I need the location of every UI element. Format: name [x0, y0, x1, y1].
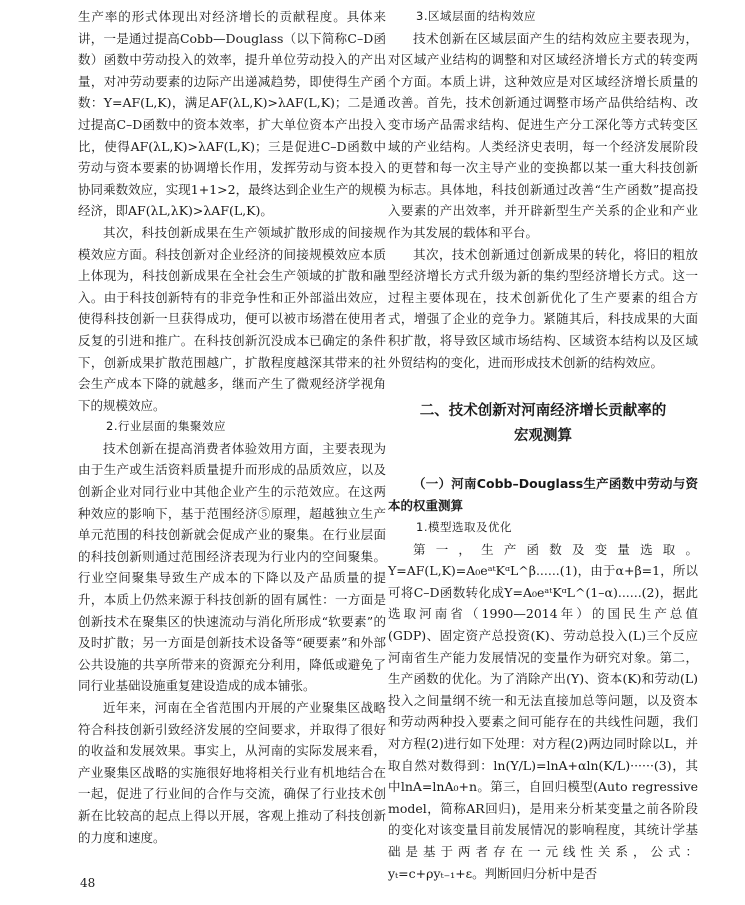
subsection-title: （一）河南Cobb–Douglass生产函数中劳动与资本的权重测算 — [388, 476, 698, 514]
subheading: 3.区域层面的结构效应 — [416, 9, 536, 23]
section-title-line: 二、技术创新对河南经济增长贡献率的 — [419, 403, 667, 420]
body-paragraph: 技术创新在提高消费者体验效用方面，主要表现为由于生产或生活资料质量提升而形成的品质效应，以及创新企业对同行业中其他企业产生的示范效应。在这两种效应的影响下，基于范围经济⑤原理，超越独立生产单元范围的科技创新就会促成产业的聚集。在行业层面的科技创新则通过范围经济表现为行业内的空间聚集。行业空间聚集导致生产成本的下降以及产品质量的提升，本质上仍然来源于科技创新的固有属性：一方面是创新技术在聚集区的快速流动与消化所形成“软要素”的及时扩散；另一方面是创新技术设备等“硬要素”和外部公共设施的共享所带来的资源充分利用，降低或避免了同行业基础设施重复建设造成的成本铺张。 — [78, 440, 386, 694]
page-number: 48 — [80, 876, 96, 890]
body-paragraph: 其次，技术创新通过创新成果的转化，将旧的粗放型经济增长方式升级为新的集约型经济增长方式。这一过程主要体现在，技术创新优化了生产要素的组合方式，增强了企业的竞争力。紧随其后，科技成果的大面积扩散，将导致区域市场结构、区域资本结构以及区域外贸结构的变化，进而形成技术创新的结构效应。 — [388, 246, 698, 370]
section-title — [388, 399, 698, 449]
subheading: 2.行业层面的集聚效应 — [106, 419, 226, 434]
right-column — [388, 6, 698, 884]
subheading: 1.模型选取及优化 — [416, 520, 512, 535]
body-paragraph: 其次，科技创新成果在生产领域扩散形成的间接规模效应方面。科技创新对企业经济的间接规模效应本质上体现为，科技创新成果在全社会生产领域的扩散和融入。由于科技创新特有的非竞争性和正外部溢出效应，使得科技创新一旦获得成功，便可以被市场潜在使用者反复的引进和推广。在科技创新沉没成本已确定的条件下，创新成果扩散范围越广，扩散程度越深其带来的社会生产成本下降的就越多，继而产生了微观经济学视角下的规模效应。 — [78, 224, 386, 413]
body-paragraph: 生产率的形式体现出对经济增长的贡献程度。具体来讲，一是通过提高Cobb—Douglass（以下简称C–D函数）函数中劳动投入的效率，提升单位劳动投入的产出量，对冲劳动要素的边际产出递减趋势，即使得生产函数：Y=AF(L,K)，满足AF(λL,K)>λAF(L,K)；二是通过提高C–D函数中的资本效率，扩大单位资本产出投入比，使得AF(λL,K)>λAF(L,K)；三是促进C–D函数中劳动与资本要素的协调增长作用，发挥劳动与资本投入协同乘数效应，实现1+1>2，最终达到企业生产的规模经济，即AF(λL,λK)>λAF(L,K)。 — [78, 9, 386, 219]
body-paragraph: 技术创新在区域层面产生的结构效应主要表现为，对区域产业结构的调整和对区域经济增长方式的转变两个方面。本质上讲，这种效应是对区域经济增长质量的改善。首先，技术创新通过调整市场产品供给结构、改变市场产品需求结构、促进生产分工深化等方式转变区域的产业结构。人类经济史表明，每一个经济发展阶段的更替和每一次主导产业的变换都以某一重大科技创新为标志。具体地，科技创新通过改善“生产函数”提高投入要素的产出效率，并开辟新型生产关系的企业和产业作为其发展的载体和平台。 — [388, 30, 698, 240]
left-column — [78, 6, 386, 848]
body-paragraph: 第一，生产函数及变量选取。Y=AF(L,K)=A₀eᵃᵗKᵅL^β......(1)，由于α+β=1，所以可将C–D函数转化成Y=A₀eᵃᵗKᵅL^(1–α)......(2)，据此选取河南省（1990—2014年）的国民生产总值(GDP)、固定资产总投资(K)、劳动总投入(L)三个反应河南省生产能力发展情况的变量作为研究对象。第二，生产函数的优化。为了消除产出(Y)、资本(K)和劳动(L)投入之间量纲不统一和无法直接加总等问题，以及资本和劳动两种投入要素之间可能存在的共线性问题，我们对方程(2)进行如下处理：对方程(2)两边同时除以L，并取自然对数得到：ln(Y/L)=lnA+αln(K/L)······(3)，其中lnA=lnA₀+n。第三，自回归模型(Auto regressive model，简称AR回归)，是用来分析某变量之前各阶段的变化对该变量目前发展情况的影响程度，其统计学基础是基于两者存在一元线性关系，公式：yₜ=c+ρyₜ₋₁+ε。判断回归分析中是否 — [388, 541, 698, 881]
body-paragraph: 近年来，河南在全省范围内开展的产业聚集区战略符合科技创新引致经济发展的空间要求，并取得了很好的收益和发展效果。事实上，从河南的实际发展来看，产业聚集区战略的实施很好地将相关行业有机地结合在一起，促进了行业间的合作与交流，确保了行业技术创新在比较高的起点上得以开展，客观上推动了科技创新的力度和速度。 — [78, 700, 386, 845]
section-title-line: 宏观测算 — [514, 428, 572, 445]
